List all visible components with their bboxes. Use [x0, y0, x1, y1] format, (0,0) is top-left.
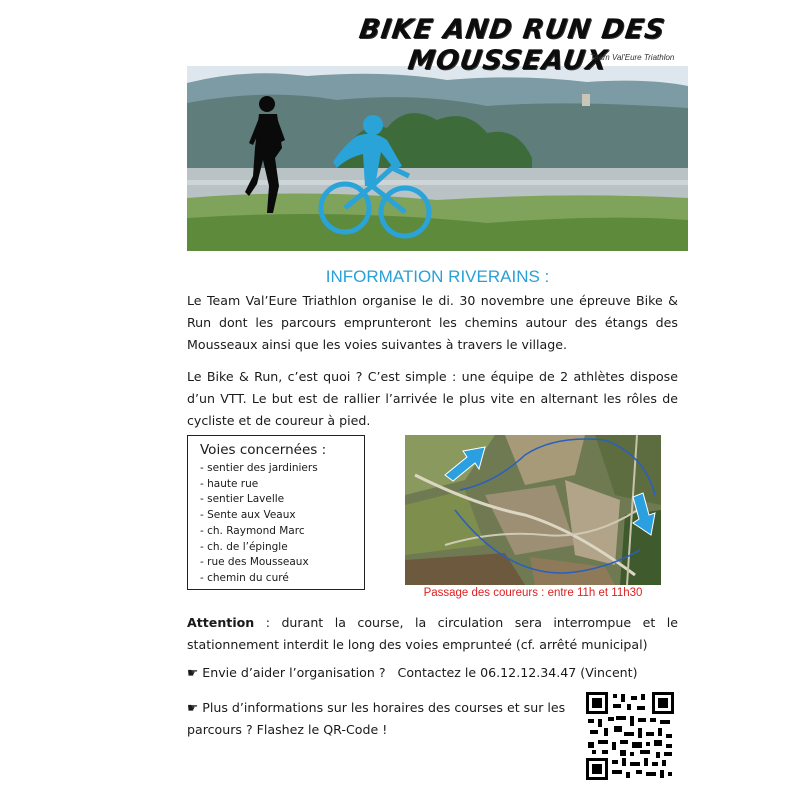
explanation-paragraph: Le Bike & Run, c’est quoi ? C’est simple : une équipe de 2 athlètes dispose d’un VTT. Le but est de rallier l’arrivée le plus vite en alternant les rôles de cycliste et de coureur à pied.: [187, 369, 678, 428]
help-text: ☛ Envie d’aider l’organisation ?: [187, 665, 386, 680]
street-item: - ch. Raymond Marc: [200, 524, 305, 537]
attention-text: : durant la course, la circulation sera interrompue et le stationnement interdit le long des voies emprunteé (cf. arrêté municipal): [187, 615, 678, 652]
street-item: - rue des Mousseaux: [200, 556, 309, 569]
streets-list: [200, 461, 364, 587]
street-item: - sentier Lavelle: [200, 493, 285, 506]
banner-title: BIKE AND RUN DES MOUSSEAUX: [357, 14, 668, 76]
street-item: - sentier des jardiniers: [200, 462, 318, 474]
info-heading: INFORMATION RIVERAINS :: [325, 267, 550, 286]
help-line: [187, 665, 638, 680]
banner-subtitle: Team Val'Eure Triathlon: [590, 53, 675, 62]
more-info-line: ☛ Plus d’informations sur les horaires des courses et sur les parcours ? Flashez le QR-Code !: [187, 700, 566, 737]
street-item: - haute rue: [200, 477, 259, 490]
streets-box: [187, 435, 365, 590]
attention-label: Attention: [187, 615, 255, 630]
map-caption: Passage des coureurs : entre 11h et 11h30: [423, 587, 643, 599]
aerial-map: [405, 435, 661, 585]
streets-title: Voies concernées :: [200, 442, 327, 458]
street-item: - ch. de l’épingle: [200, 540, 288, 553]
contact-text: Contactez le 06.12.12.34.47 (Vincent): [397, 665, 638, 680]
qr-code[interactable]: [586, 692, 674, 780]
street-item: - chemin du curé: [200, 571, 289, 584]
street-item: - Sente aux Veaux: [200, 509, 296, 522]
intro-paragraph: Le Team Val’Eure Triathlon organise le di. 30 novembre une épreuve Bike & Run dont les parcours emprunteront les chemins autour des étangs des Mousseaux ainsi que les voies suivantes à travers le village.: [187, 293, 678, 352]
attention-paragraph: [187, 612, 678, 656]
